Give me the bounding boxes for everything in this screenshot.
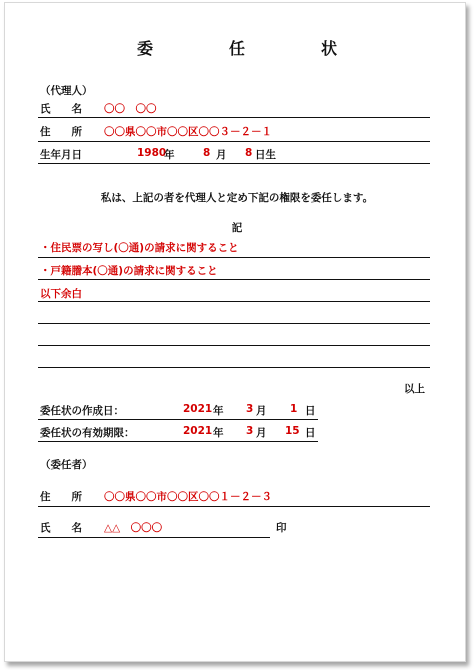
agent-address-underline — [38, 141, 430, 142]
ijo-text: 以上 — [404, 383, 425, 395]
item-line-1 — [38, 257, 430, 258]
created-date-underline — [38, 419, 318, 420]
principal-name-label: 氏 名 — [40, 522, 82, 534]
created-month-unit: 月 — [256, 405, 267, 417]
agent-birth-year: 1980 — [137, 147, 167, 159]
principal-heading: （委任者） — [40, 459, 93, 471]
seal-mark: 印 — [276, 522, 287, 534]
agent-birth-day: 8 — [245, 147, 253, 159]
created-date-label: 委任状の作成日： — [40, 405, 124, 417]
valid-date-underline — [38, 441, 318, 442]
principal-address-value: 〇〇県〇〇市〇〇区〇〇１－２－３ — [104, 491, 272, 503]
created-day-unit: 日 — [305, 405, 316, 417]
item-line-4 — [38, 323, 430, 324]
principal-name-value: △△ 〇〇〇 — [104, 522, 163, 534]
agent-birth-year-unit: 年 — [164, 149, 175, 161]
created-year-unit: 年 — [213, 405, 224, 417]
item-line-3 — [38, 301, 430, 302]
ki-heading: 記 — [231, 222, 243, 234]
item-line-2 — [38, 279, 430, 280]
valid-day-unit: 日 — [305, 427, 316, 439]
created-day: 1 — [290, 403, 298, 415]
item-line-5 — [38, 345, 430, 346]
valid-year-unit: 年 — [213, 427, 224, 439]
valid-month: 3 — [246, 425, 254, 437]
delegation-statement: 私は、上記の者を代理人と定め下記の権限を委任します。 — [100, 192, 374, 204]
created-month: 3 — [246, 403, 254, 415]
agent-name-label: 氏 名 — [40, 103, 82, 115]
agent-name-value: 〇〇 〇〇 — [104, 103, 157, 115]
principal-address-label: 住 所 — [40, 491, 82, 503]
agent-birth-label: 生年月日 — [40, 149, 82, 161]
agent-birth-underline — [38, 163, 430, 164]
valid-day: 15 — [285, 425, 300, 437]
agent-address-label: 住 所 — [40, 126, 82, 138]
agent-name-underline — [38, 117, 430, 118]
item-line-6 — [38, 367, 430, 368]
principal-name-underline — [38, 537, 270, 538]
agent-birth-month-unit: 月 — [216, 149, 227, 161]
valid-month-unit: 月 — [256, 427, 267, 439]
created-year: 2021 — [183, 403, 213, 415]
agent-address-value: 〇〇県〇〇市〇〇区〇〇３－２－１ — [104, 126, 272, 138]
valid-until-label: 委任状の有効期限： — [40, 427, 135, 439]
delegated-item-3: 以下余白 — [40, 288, 82, 300]
document-title: 委 任 状 — [136, 39, 367, 58]
delegated-item-2: ・戸籍謄本(〇通)の請求に関すること — [40, 265, 218, 277]
principal-address-underline — [38, 506, 430, 507]
agent-birth-month: 8 — [203, 147, 211, 159]
valid-year: 2021 — [183, 425, 213, 437]
agent-birth-day-unit: 日生 — [255, 149, 276, 161]
delegated-item-1: ・住民票の写し(〇通)の請求に関すること — [40, 242, 239, 254]
agent-heading: （代理人） — [40, 85, 93, 97]
